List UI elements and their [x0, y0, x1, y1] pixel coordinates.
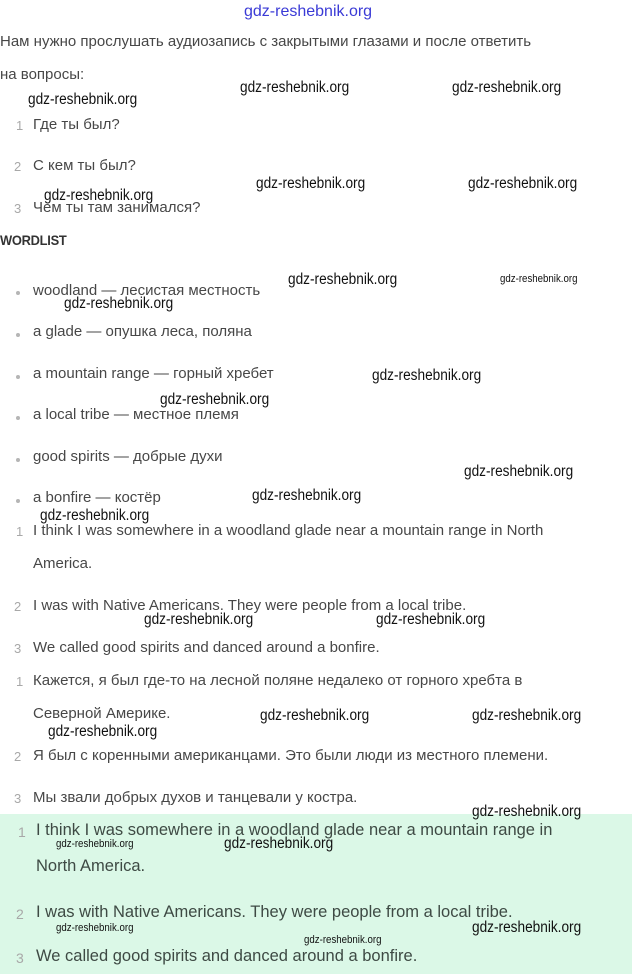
answer-line: America. [33, 555, 93, 572]
watermark: gdz-reshebnik.org [56, 922, 134, 934]
wordlist-item: a local tribe — местное племя [33, 406, 239, 423]
bullet-icon [16, 333, 20, 337]
wordlist-item: woodland — лесистая местность [33, 282, 261, 299]
intro-line: на вопросы: [0, 66, 85, 83]
list-number: 3 [14, 791, 22, 806]
bullet-icon [16, 416, 20, 420]
translation-line: Северной Америке. [33, 705, 171, 722]
watermark: gdz-reshebnik.org [452, 79, 562, 96]
watermark: gdz-reshebnik.org [288, 271, 398, 288]
watermark: gdz-reshebnik.org [472, 919, 582, 936]
wordlist-item: a glade — опушка леса, поляна [33, 323, 252, 340]
question-item: С кем ты был? [33, 157, 136, 174]
list-number: 1 [16, 118, 24, 133]
watermark: gdz-reshebnik.org [256, 175, 366, 192]
wordlist-item: a bonfire — костёр [33, 489, 161, 506]
question-item: Чем ты там занимался? [33, 199, 201, 216]
intro-line: Нам нужно прослушать аудиозапись с закрытыми глазами и после ответить [0, 33, 532, 50]
answer-line: I think I was somewhere in a woodland glade near a mountain range in North [33, 522, 544, 539]
watermark: gdz-reshebnik.org [500, 273, 578, 285]
bullet-icon [16, 375, 20, 379]
list-number: 3 [14, 201, 22, 216]
answer-line: I think I was somewhere in a woodland glade near a mountain range in [36, 821, 553, 839]
watermark: gdz-reshebnik.org [260, 707, 370, 724]
watermark: gdz-reshebnik.org [376, 611, 486, 628]
list-number: 2 [14, 749, 22, 764]
answer-line: I was with Native Americans. They were people from a local tribe. [33, 597, 467, 614]
question-item: Где ты был? [33, 116, 120, 133]
watermark: gdz-reshebnik.org [44, 187, 154, 204]
watermark: gdz-reshebnik.org [472, 707, 582, 724]
bullet-icon [16, 499, 20, 503]
answer-line: North America. [36, 857, 146, 875]
wordlist-item: good spirits — добрые духи [33, 448, 223, 465]
watermark: gdz-reshebnik.org [160, 391, 270, 408]
translation-line: Мы звали добрых духов и танцевали у костра. [33, 789, 358, 806]
watermark: gdz-reshebnik.org [40, 507, 150, 524]
list-number: 1 [16, 674, 24, 689]
translation-line: Кажется, я был где-то на лесной поляне недалеко от горного хребта в [33, 672, 523, 689]
watermark: gdz-reshebnik.org [48, 723, 158, 740]
watermark: gdz-reshebnik.org [252, 487, 362, 504]
watermark: gdz-reshebnik.org [56, 838, 134, 850]
watermark: gdz-reshebnik.org [372, 367, 482, 384]
watermark: gdz-reshebnik.org [144, 611, 254, 628]
list-number: 3 [14, 641, 22, 656]
watermark: gdz-reshebnik.org [224, 835, 334, 852]
watermark: gdz-reshebnik.org [468, 175, 578, 192]
bullet-icon [16, 291, 20, 295]
list-number: 2 [14, 159, 22, 174]
watermark: gdz-reshebnik.org [240, 79, 350, 96]
list-number: 3 [16, 950, 24, 966]
watermark: gdz-reshebnik.org [244, 3, 373, 20]
watermark: gdz-reshebnik.org [28, 91, 138, 108]
wordlist-item: a mountain range — горный хребет [33, 365, 274, 382]
list-number: 2 [16, 906, 24, 922]
wordlist-heading: WORDLIST [0, 232, 67, 248]
watermark: gdz-reshebnik.org [304, 934, 382, 946]
answer-line: I was with Native Americans. They were people from a local tribe. [36, 903, 513, 921]
bullet-icon [16, 458, 20, 462]
list-number: 2 [14, 599, 22, 614]
answer-line: We called good spirits and danced around a bonfire. [36, 947, 418, 965]
list-number: 1 [18, 824, 26, 840]
watermark: gdz-reshebnik.org [464, 463, 574, 480]
translation-line: Я был с коренными американцами. Это были люди из местного племени. [33, 747, 549, 764]
answer-line: We called good spirits and danced around a bonfire. [33, 639, 380, 656]
watermark: gdz-reshebnik.org [64, 295, 174, 312]
list-number: 1 [16, 524, 24, 539]
watermark: gdz-reshebnik.org [472, 803, 582, 820]
